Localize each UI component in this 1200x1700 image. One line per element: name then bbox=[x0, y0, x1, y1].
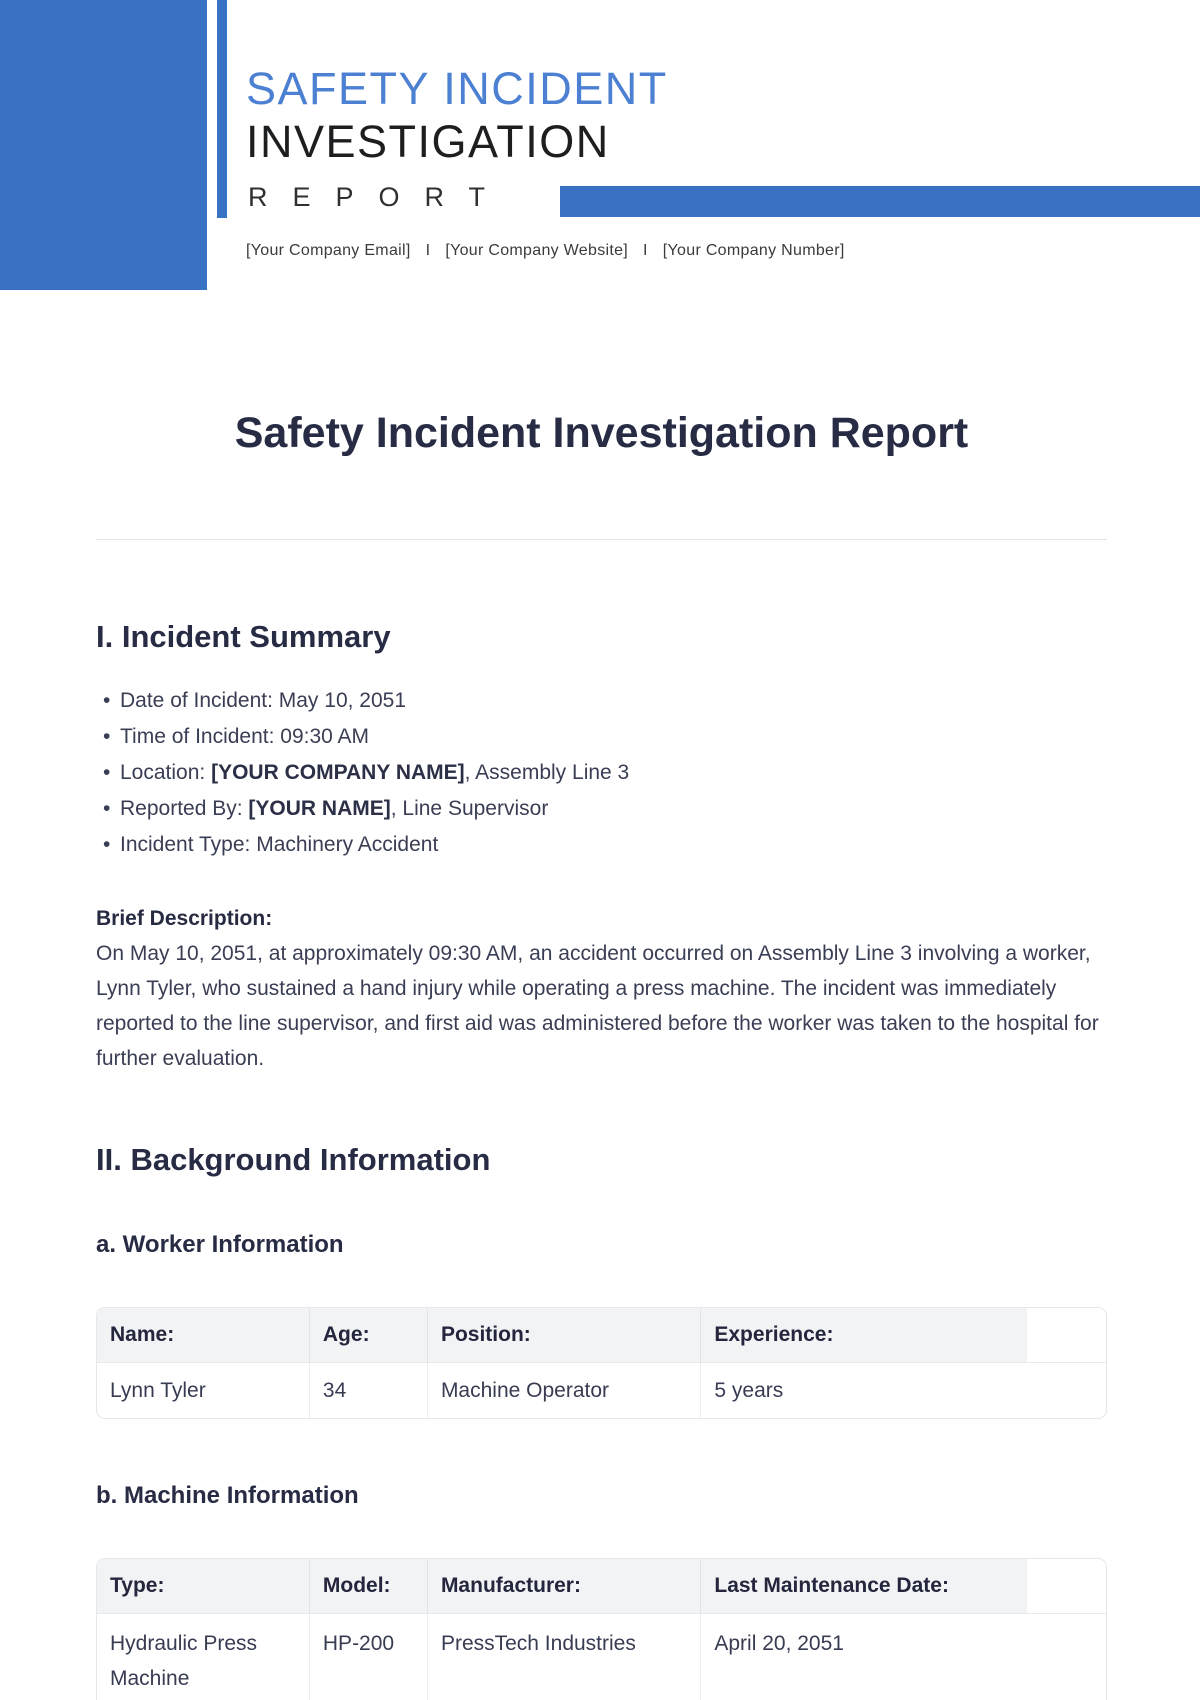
column-header: Experience: bbox=[701, 1308, 1106, 1363]
list-item-text: Time of Incident: 09:30 AM bbox=[120, 725, 370, 748]
document-body bbox=[96, 290, 1107, 1700]
contact-separator: I bbox=[643, 242, 648, 259]
brand-title-line2: INVESTIGATION bbox=[246, 116, 610, 167]
table-cell: 34 bbox=[310, 1363, 428, 1418]
list-item-prefix: Location: bbox=[120, 761, 212, 784]
list-item-prefix: Reported By: bbox=[120, 797, 249, 820]
table-cell: Lynn Tyler bbox=[97, 1363, 310, 1418]
table-row bbox=[97, 1614, 1106, 1700]
section-heading-incident-summary: I. Incident Summary bbox=[96, 619, 391, 654]
list-item-suffix: , Assembly Line 3 bbox=[464, 761, 630, 784]
list-item bbox=[96, 827, 1107, 863]
table-cell: April 20, 2051 bbox=[714, 1632, 844, 1655]
brief-description-label: Brief Description: bbox=[96, 907, 273, 930]
your-name-placeholder: [YOUR NAME] bbox=[248, 797, 391, 820]
list-item bbox=[96, 791, 1107, 827]
column-header: Type: bbox=[97, 1559, 310, 1614]
header-vertical-rule bbox=[217, 0, 227, 218]
list-item-text: Incident Type: Machinery Accident bbox=[120, 833, 439, 856]
list-item bbox=[96, 683, 1107, 719]
table-cell: PressTech Industries bbox=[428, 1614, 701, 1700]
table-header-row bbox=[97, 1559, 1106, 1614]
list-item bbox=[96, 719, 1107, 755]
brand-title-line1: SAFETY INCIDENT bbox=[246, 63, 668, 114]
column-header: Age: bbox=[310, 1308, 428, 1363]
table-cell: Machine Operator bbox=[428, 1363, 701, 1418]
table-row bbox=[97, 1363, 1106, 1418]
company-contact-line bbox=[246, 242, 845, 260]
list-item-text: Date of Incident: May 10, 2051 bbox=[120, 689, 407, 712]
column-header: Position: bbox=[428, 1308, 701, 1363]
column-header: Name: bbox=[97, 1308, 310, 1363]
section-heading-background-information: II. Background Information bbox=[96, 1142, 491, 1177]
brief-description-block bbox=[96, 901, 1107, 1076]
worker-information-table bbox=[96, 1307, 1107, 1419]
brief-description-text: On May 10, 2051, at approximately 09:30 AM, an accident occurred on Assembly Line 3 involving a worker, Lynn Tyler, who sustained a hand injury while operating a press machine. The incident was immediately reported to the line supervisor, and first aid was administered before the worker was taken to the hospital for further evaluation. bbox=[96, 942, 1099, 1070]
company-website-placeholder: [Your Company Website] bbox=[445, 242, 629, 259]
incident-summary-list bbox=[96, 683, 1107, 863]
table-cell: HP-200 bbox=[310, 1614, 428, 1700]
contact-separator: I bbox=[425, 242, 431, 259]
company-name-placeholder: [YOUR COMPANY NAME] bbox=[211, 761, 465, 784]
header-horizontal-bar bbox=[560, 186, 1200, 217]
list-item bbox=[96, 755, 1107, 791]
company-number-placeholder: [Your Company Number] bbox=[662, 242, 845, 259]
brand-title-line3: REPORT bbox=[248, 182, 511, 212]
company-email-placeholder: [Your Company Email] bbox=[246, 242, 411, 259]
header-blue-block bbox=[0, 0, 207, 290]
column-header: Manufacturer: bbox=[428, 1559, 701, 1614]
table-header-row bbox=[97, 1308, 1106, 1363]
table-cell: Hydraulic Press Machine bbox=[97, 1614, 310, 1700]
machine-information-table bbox=[96, 1558, 1107, 1700]
title-divider bbox=[96, 539, 1107, 540]
subheading-worker-information: a. Worker Information bbox=[96, 1231, 344, 1258]
list-item-suffix: , Line Supervisor bbox=[390, 797, 549, 820]
table-cell: 5 years bbox=[714, 1378, 784, 1402]
column-header: Model: bbox=[310, 1559, 428, 1614]
page-title: Safety Incident Investigation Report bbox=[234, 409, 969, 457]
column-header: Last Maintenance Date: bbox=[701, 1559, 1106, 1614]
subheading-machine-information: b. Machine Information bbox=[96, 1482, 359, 1509]
